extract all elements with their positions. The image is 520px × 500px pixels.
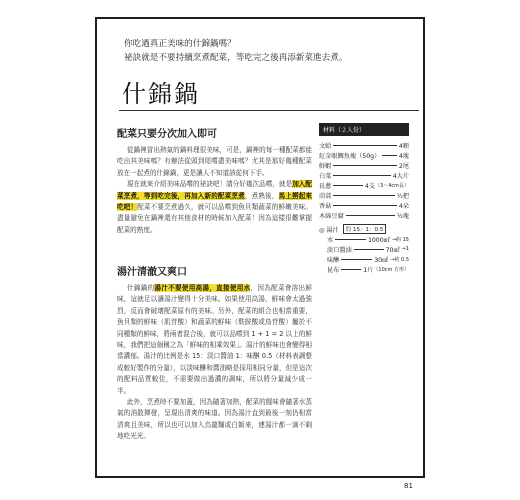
page-title: 什錦鍋 [122,80,200,108]
ingredient-row: 木綿豆腐 ½塊 [319,212,409,220]
ingredient-row: 香菇 4朵 [319,202,409,210]
section-heading-1: 配菜只要分次加入即可 [117,129,217,140]
soup-header: ◎ 湯汁 約 15：1：0.5 [319,224,409,234]
ingredients-panel [319,123,409,274]
intro-line-2: 祕訣就是不要持續烹煮配菜，等吃完之後再添新菜進去煮。 [124,53,348,63]
ingredients-header: 材料（２人份） [319,123,409,136]
ingredient-row: 鮮蝦 2尾 [319,162,409,170]
soup-ingredient-row: 淡口醬油 70㎖ →1 [327,246,409,254]
highlight: 加入配菜烹煮，等到吃完後，再加入新的配菜烹煮 [117,180,313,200]
section-heading-2: 湯汁清澈又爽口 [117,267,187,278]
soup-ingredient-row: 水 1000㎖ →約 15 [327,236,409,244]
soup-ingredient-row: 味醂 30㎖ →約 0.5 [327,256,409,264]
book-page [95,17,425,478]
section-body-1 [117,145,312,236]
paragraph: 從鍋裡冒出熱氣的鍋料理很美味，可是，鍋裡的每一種配菜都能吃出其美味嗎？有辦法從頭到尾嚐盡美味嗎？尤其是那好幾種配菜放在一起煮的什錦鍋，更是讓人不知道該從何下手。 [117,146,312,177]
title-divider [119,110,419,111]
page-number: 81 [404,482,413,490]
ingredient-row: 文蛤 4顆 [319,142,409,150]
highlight: 湯汁不要使用高湯，直接使用水 [154,284,251,292]
ingredient-row: 紅金眼鯛魚塊（50g） 4塊 [319,152,409,160]
paragraph: 什錦鍋的湯汁不要使用高湯，直接使用水，因為配菜會溶出鮮味，這就足以讓湯汁變得十分美味。如果使用高湯，鮮味會太過強烈，反而會破壞配菜原有的美味。另外，配菜的組合也相當重要，魚貝類的鮮味（肌苷酸）和蔬菜的鮮味（麩胺酸或鳥苷酸）屬於不同種類的鮮味，將兩者混合後，就可以品嚐到 1 + 1 = 2 以上的鮮味，我們把這個稱之為「鮮味的相乘效果」。湯汁的鮮味也會變得相當濃郁。湯汁的比例是水 15：淡口醬油 1：味醂 0.5（材料表調整成較好製作的分量），以淡味醂和醬油略是採用相同分量，但是這次的配料品質較佳，不需要做出過濃的調味，所以將分量減少成一半。 [117,284,313,395]
paragraph: 現在就來介紹美味品嚐的祕訣吧！請分好幾次品嚐，就是加入配菜烹煮，等到吃完後，再加入新的配菜烹煮，煮熟後，馬上撈起來吃吧！配菜不要烹煮過久，就可以品嚐到魚貝類蔬菜的鮮嫩美味。盡量避免在鍋裡還有其他食材的時候加入配菜！因為這樣很難掌握配菜的熟度。 [117,180,313,234]
intro-text [124,37,414,65]
highlight: 馬上撈起來吃吧！ [117,191,313,212]
intro-line-1: 你吃過真正美味的什錦鍋嗎？ [124,39,236,49]
soup-ingredient-row: 昆布 1片 （10cm 方形） [327,266,409,274]
paragraph: 此外，烹煮時不要加蓋，因為隨著加熱，配菜的腥味會隨著水蒸氣的消散揮發，呈現出清爽的味道。因為湯汁直到最後一刻仍相當清爽且美味，所以也可以加入烏龍麵或白飯來，連湯汁都一滴不剩地吃光光。 [117,398,312,441]
section-body-2 [117,283,312,443]
ingredient-row: 長蔥 4支 （3～4cm長） [319,182,409,190]
soup-ratio-badge: 約 15：1：0.5 [343,224,387,234]
ingredient-row: 茼蒿 ½把 [319,192,409,200]
ingredient-row: 白菜 4大片 [319,172,409,180]
